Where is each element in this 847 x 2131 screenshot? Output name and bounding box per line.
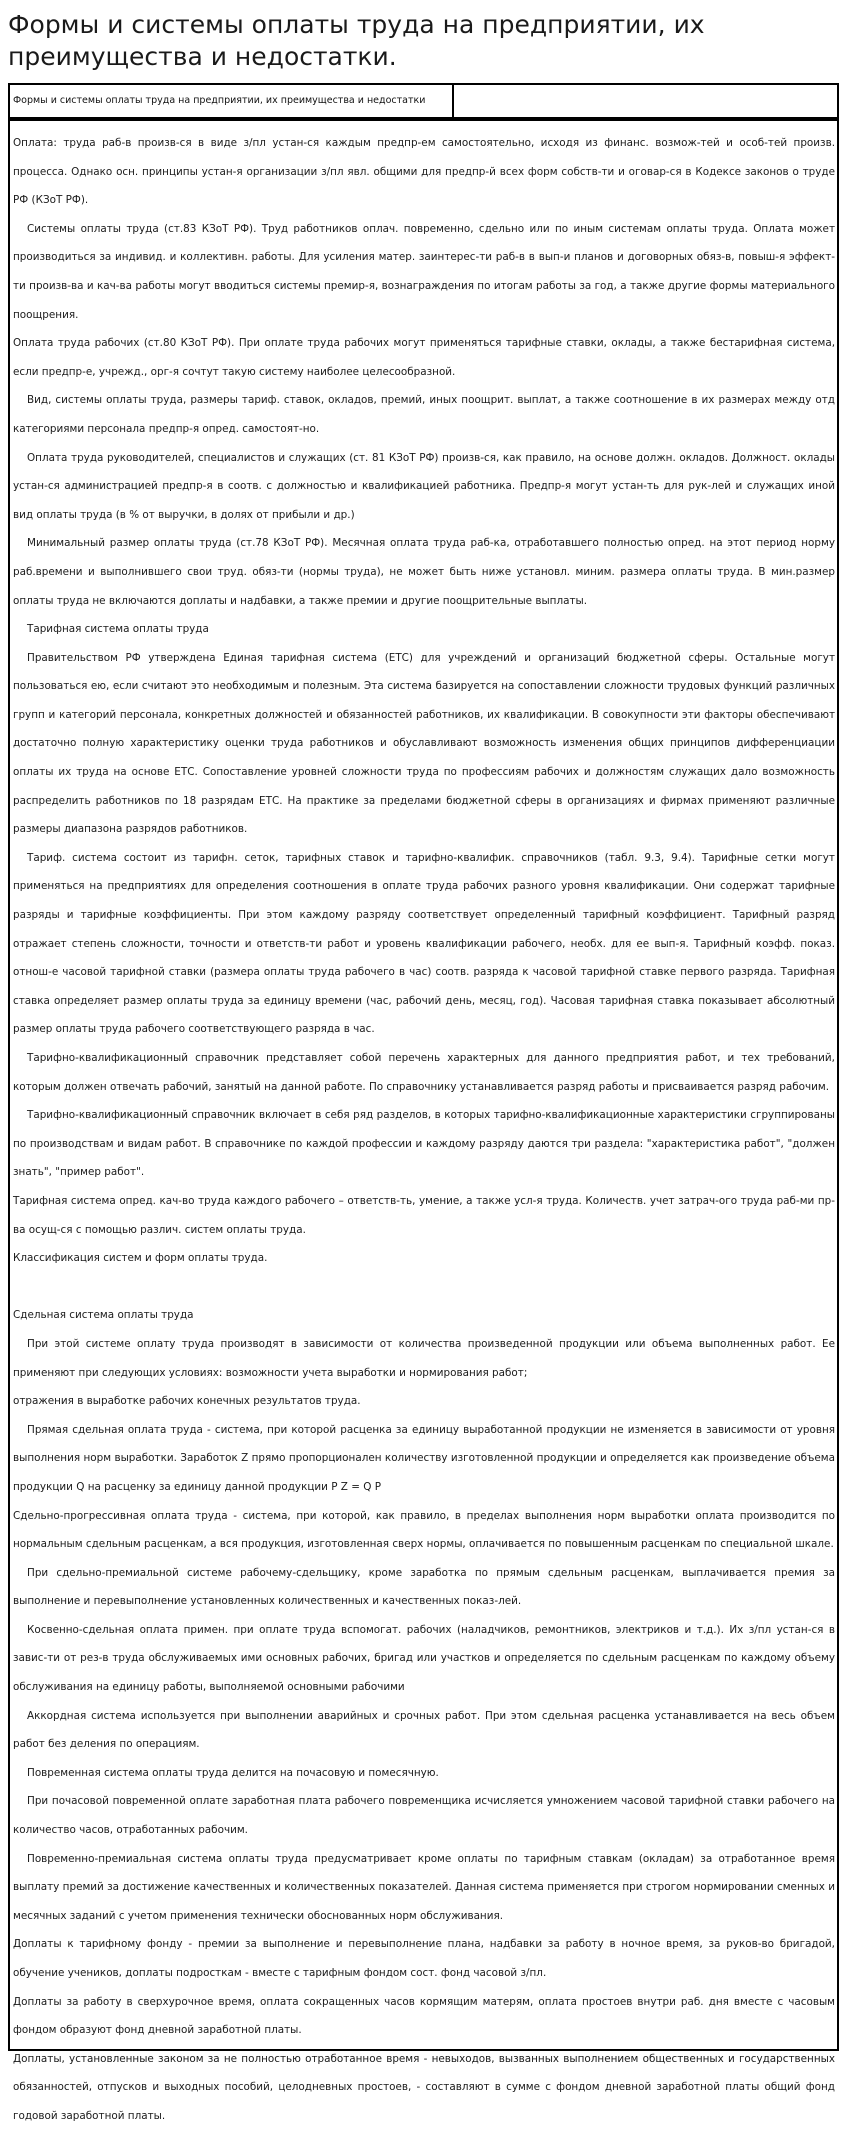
paragraph: Оплата труда руководителей, специалистов и служащих (ст. 81 КЗоТ РФ) произв-ся, как правило, на основе должн. окладов. Должност. оклады устан-ся администрацией предпр-я в соотв. с должностью и квалификацией работника. Предпр-я могут устан-ть для рук-лей и служащих иной вид оплаты труда (в % от выручки, в долях от прибыли и др.)	[13, 451, 835, 521]
paragraph: Тарифно-квалификационный справочник включает в себя ряд разделов, в которых тарифно-квалификационные характеристики сгруппированы по производствам и видам работ. В справочнике по каждой профессии и каждому разряду даются три раздела: "характеристика работ", "должен знать", "пример работ".	[13, 1109, 835, 1179]
paragraph: Прямая сдельная оплата труда - система, при которой расценка за единицу выработанной продукции не изменяется в зависимости от уровня выполнения норм выработки. Заработок Z прямо пропорционален количеству изготовленной продукции и определяется как произведение объема продукции Q на расценку за единицу данной продукции P Z = Q P	[13, 1423, 835, 1493]
paragraph-list	[13, 129, 835, 2131]
paragraph: При сдельно-премиальной системе рабочему-сдельщику, кроме заработка по прямым сдельным расценкам, выплачивается премия за выполнение и перевыполнение установленных количественных и качественных показ-лей.	[13, 1566, 835, 1608]
paragraph: Тарифная система оплаты труда	[27, 623, 209, 636]
paragraph: При почасовой повременной оплате заработная плата рабочего повременщика исчисляется умножением часовой тарифной ставки рабочего на количество часов, отработанных рабочим.	[13, 1795, 835, 1837]
tab-bar	[8, 83, 839, 117]
paragraph: Минимальный размер оплаты труда (ст.78 КЗоТ РФ). Месячная оплата труда раб-ка, отработавшего полностью опред. на этот период норму раб.времени и выполнившего свои труд. обяз-ти (нормы труда), не может быть ниже установл. миним. размера оплаты труда. В мин.размер оплаты труда не включаются доплаты и надбавки, а также премии и другие поощрительные выплаты.	[13, 537, 835, 607]
paragraph: При этой системе оплату труда производят в зависимости от количества произведенной продукции или объема выполненных работ. Ее применяют при следующих условиях: возможности учета выработки и нормирования работ;	[13, 1337, 835, 1379]
paragraph: Правительством РФ утверждена Единая тарифная система (ЕТС) для учреждений и организаций бюджетной сферы. Остальные могут пользоваться ею, если считают это необходимым и полезным. Эта система базируется на сопоставлении сложности трудовых функций различных групп и категорий персонала, конкретных должностей и обязанностей работников, их квалификации. В совокупности эти факторы обеспечивают достаточно полную характеристику оценки труда работников и обуславливают возможность изменения общих принципов дифференциации оплаты их труда на основе ЕТС. Сопоставление уровней сложности труда по профессиям рабочих и должностям служащих дало возможность распределить работников по 18 разрядам ЕТС. На практике за пределами бюджетной сферы в организациях и фирмах применяют различные размеры диапазона разрядов работников.	[13, 651, 835, 836]
blank-line	[13, 1273, 835, 1302]
paragraph: Системы оплаты труда (ст.83 КЗоТ РФ). Труд работников оплач. повременно, сдельно или по иным системам оплаты труда. Оплата может производиться за индивид. и коллективн. работы. Для усиления матер. заинтерес-ти раб-в в вып-и планов и договорных обяз-в, повыш-я эффект-ти произв-ва и кач-ва работы могут вводиться системы премир-я, вознаграждения по итогам работы за год, а также другие формы материального поощрения.	[13, 222, 835, 321]
document-body	[8, 117, 839, 2122]
paragraph: Оплата: труда раб-в произв-ся в виде з/пл устан-ся каждым предпр-ем самостоятельно, исходя из финанс. возмож-тей и особ-тей произв. процесса. Однако осн. принципы устан-я организации з/пл явл. общими для предпр-й всех форм собств-ти и оговар-ся в Кодексе законов о труде РФ (КЗоТ РФ).	[13, 137, 835, 207]
paragraph: Косвенно-сдельная оплата примен. при оплате труда вспомогат. рабочих (наладчиков, ремонтников, электриков и т.д.). Их з/пл устан-ся в завис-ти от рез-в труда обслуживаемых ими основных рабочих, бригад или участков и определяется по сдельным расценкам по каждому объему обслуживания на единицу работы, выполняемой основными рабочими	[13, 1623, 835, 1694]
paragraph: Сдельно-прогрессивная оплата труда - система, при которой, как правило, в пределах выполнения норм выработки оплата производится по нормальным сдельным расценкам, а вся продукция, изготовленная сверх нормы, оплачивается по повышенным расценкам по специальной шкале.	[13, 1509, 835, 1551]
paragraph: отражения в выработке рабочих конечных результатов труда.	[13, 1395, 361, 1408]
paragraph: Вид, системы оплаты труда, размеры тариф. ставок, окладов, премий, иных поощрит. выплат, а также соотношение в их размерах между отд категориями персонала предпр-я опред. самостоят-но.	[13, 394, 835, 435]
paragraph: Сдельная система оплаты труда	[13, 1309, 194, 1322]
tab-document[interactable]: Формы и системы оплаты труда на предприятии, их преимущества и недостатки	[10, 85, 454, 117]
paragraph: Тариф. система состоит из тарифн. сеток, тарифных ставок и тарифно-квалифик. справочников (табл. 9.3, 9.4). Тарифные сетки могут применяться на предприятиях для определения соотношения в оплате труда рабочих разного уровня квалификации. Они содержат тарифные разряды и тарифные коэффициенты. При этом каждому разряду соответствует определенный тарифный коэффициент. Тарифный разряд отражает степень сложности, точности и ответств-ти работ и уровень квалификации рабочего, необх. для ее вып-я. Тарифный коэфф. показ. отнош-е часовой тарифной ставки (размера оплаты труда рабочего в час) соотв. разряда к часовой тарифной ставке первого разряда. Тарифная ставка определяет размер оплаты труда за единицу времени (час, рабочий день, месяц, год). Часовая тарифная ставка показывает абсолютный размер оплаты труда рабочего соответствующего разряда в час.	[13, 851, 835, 1036]
paragraph: Тарифная система опред. кач-во труда каждого рабочего – ответств-ть, умение, а также усл-я труда. Количеств. учет затрач-ого труда раб-ми пр-ва осущ-ся с помощью различ. систем оплаты труда.	[13, 1194, 835, 1236]
paragraph: Классификация систем и форм оплаты труда.	[13, 1252, 268, 1265]
paragraph: Тарифно-квалификационный справочник представляет собой перечень характерных для данного предприятия работ, и тех требований, которым должен отвечать рабочий, занятый на данной работе. По справочнику устанавливается разряд работы и присваивается разряд рабочим.	[13, 1052, 835, 1093]
paragraph: Аккордная система используется при выполнении аварийных и срочных работ. При этом сдельная расценка устанавливается на весь объем работ без деления по операциям.	[13, 1709, 835, 1751]
page-title: Формы и системы оплаты труда на предприятии, их преимущества и недостатки.	[8, 10, 705, 71]
paragraph: Доплаты, установленные законом за не полностью отработанное время - невыходов, вызванных выполнением общественных и государственных обязанностей, отпусков и выходных пособий, целодневных простоев, - составляют в сумме с фондом дневной заработной платы общий фонд годовой заработной платы.	[13, 2052, 835, 2122]
paragraph: Повременная система оплаты труда делится на почасовую и помесячную.	[27, 1766, 439, 1779]
paragraph: Доплаты за работу в сверхурочное время, оплата сокращенных часов кормящим матерям, оплата простоев внутри раб. дня вместе с часовым фондом образуют фонд дневной заработной платы.	[13, 1995, 835, 2037]
paragraph: Доплаты к тарифному фонду - премии за выполнение и перевыполнение плана, надбавки за работу в ночное время, за руков-во бригадой, обучение учеников, доплаты подросткам - вместе с тарифным фондом сост. фонд часовой з/пл.	[13, 1938, 835, 1979]
paragraph: Повременно-премиальная система оплаты труда предусматривает кроме оплаты по тарифным ставкам (окладам) за отработанное время выплату премий за достижение качественных и количественных показателей. Данная система применяется при строгом нормировании сменных и месячных заданий с учетом применения технически обоснованных норм обслуживания.	[13, 1852, 835, 1922]
paragraph: Оплата труда рабочих (ст.80 КЗоТ РФ). При оплате труда рабочих могут применяться тарифные ставки, оклады, а также бестарифная система, если предпр-е, учрежд., орг-я сочтут такую систему наиболее целесообразной.	[13, 337, 835, 378]
